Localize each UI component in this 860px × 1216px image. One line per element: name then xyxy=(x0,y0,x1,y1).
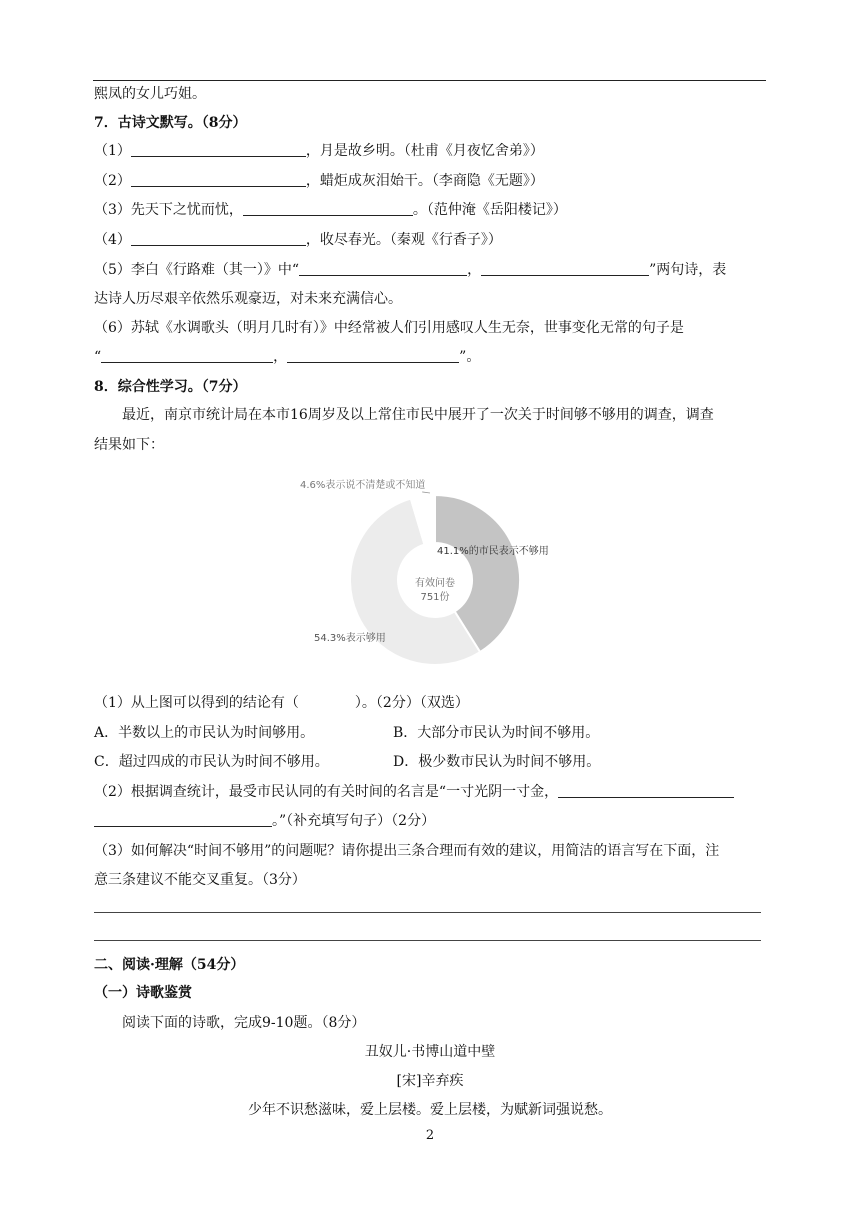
sub2-tail: 。”（补充填写句子）（2分） xyxy=(272,813,436,829)
leader-line xyxy=(422,492,430,493)
continuation-text: 熙凤的女儿巧姐。 xyxy=(94,86,206,102)
q7-item-6-line2 xyxy=(94,347,480,367)
slice-label-enough: 54.3%表示够用 xyxy=(314,633,386,644)
answer-blank[interactable] xyxy=(299,261,467,276)
poem-title: 丑奴儿·书博山道中壁 xyxy=(364,1044,496,1060)
q7-item-5-line2: 达诗人历尽艰辛依然乐观豪迈，对未来充满信心。 xyxy=(94,291,402,307)
comma: ， xyxy=(273,349,288,365)
center-label: 有效问卷 xyxy=(415,578,455,589)
item-number: （2） xyxy=(94,173,131,189)
answer-blank[interactable] xyxy=(131,172,306,187)
q7-item-2 xyxy=(94,171,544,191)
q8-title: 8．综合性学习。（7分） xyxy=(94,379,247,395)
comma: ， xyxy=(467,262,482,278)
item-text: 。（范仲淹《岳阳楼记》） xyxy=(412,202,567,218)
option-b[interactable]: B．大部分市民认为时间不够用。 xyxy=(393,725,600,741)
q8-sub1: （1）从上图可以得到的结论有（ ）。（2分）（双选） xyxy=(94,695,469,711)
item-number: （4） xyxy=(94,232,131,248)
center-count: 751份 xyxy=(420,592,450,603)
survey-pie-chart xyxy=(280,465,580,685)
option-d[interactable]: D．极少数市民认为时间不够用。 xyxy=(393,754,601,770)
poem-author: [宋]辛弃疾 xyxy=(396,1073,464,1089)
answer-blank[interactable] xyxy=(131,231,306,246)
top-rule xyxy=(93,80,766,81)
poem-line-1: 少年不识愁滋味，爱上层楼。爱上层楼，为赋新词强说愁。 xyxy=(248,1102,612,1118)
sub2-text: （2）根据调查统计，最受市民认同的有关时间的名言是“一寸光阴一寸金， xyxy=(94,784,559,800)
answer-blank[interactable] xyxy=(131,142,306,157)
item-number: （1） xyxy=(94,143,131,159)
item-text: ”两句诗，表 xyxy=(649,262,727,278)
section-2-subtitle: （一）诗歌鉴赏 xyxy=(94,985,192,1001)
q7-item-5 xyxy=(94,260,726,280)
answer-blank[interactable] xyxy=(94,812,272,827)
item-text: ，月是故乡明。（杜甫《月夜忆舍弟》） xyxy=(305,143,544,159)
item-text: （3）先天下之忧而忧， xyxy=(94,202,243,218)
answer-blank[interactable] xyxy=(558,783,734,798)
answer-line-1[interactable] xyxy=(94,912,761,913)
q7-item-3 xyxy=(94,200,567,220)
q8-sub2 xyxy=(94,782,734,802)
q7-item-4 xyxy=(94,230,502,250)
q7-title: 7．古诗文默写。（8分） xyxy=(94,115,247,131)
item-text: ，蜡炬成灰泪始干。（李商隐《无题》） xyxy=(305,173,544,189)
page-number: 2 xyxy=(425,1128,435,1143)
reading-instruction: 阅读下面的诗歌，完成9-10题。（8分） xyxy=(122,1015,366,1031)
q8-sub3-line2: 意三条建议不能交叉重复。（3分） xyxy=(94,872,306,888)
q7-item-1 xyxy=(94,141,544,161)
answer-blank[interactable] xyxy=(101,348,273,363)
q8-intro: 最近，南京市统计局在本市16周岁及以上常住市民中展开了一次关于时间够不够用的调查，调查 xyxy=(122,407,714,423)
answer-blank[interactable] xyxy=(243,201,413,216)
slice-label-unknown: 4.6%表示说不清楚或不知道 xyxy=(300,480,426,491)
slice-label-not-enough: 41.1%的市民表示不够用 xyxy=(437,546,549,557)
item-text: ，收尽春光。（秦观《行香子》） xyxy=(305,232,502,248)
answer-blank[interactable] xyxy=(287,348,459,363)
option-c[interactable]: C．超过四成的市民认为时间不够用。 xyxy=(94,754,329,770)
close-quote: ”。 xyxy=(459,349,481,365)
answer-line-2[interactable] xyxy=(94,940,761,941)
q8-sub3: （3）如何解决“时间不够用”的问题呢？请你提出三条合理而有效的建议，用简洁的语言写在下面，注 xyxy=(94,843,720,859)
q7-item-6: （6）苏轼《水调歌头（明月几时有）》中经常被人们引用感叹人生无奈，世事变化无常的句子是 xyxy=(94,320,684,336)
open-quote: “ xyxy=(94,349,102,365)
q8-intro-line2: 结果如下： xyxy=(94,437,164,453)
option-a[interactable]: A．半数以上的市民认为时间够用。 xyxy=(94,725,315,741)
q8-sub2-line2 xyxy=(94,811,435,831)
answer-blank[interactable] xyxy=(481,261,649,276)
item-text: （5）李白《行路难（其一）》中“ xyxy=(94,262,300,278)
section-2-title: 二、阅读·理解（54分） xyxy=(94,957,245,973)
